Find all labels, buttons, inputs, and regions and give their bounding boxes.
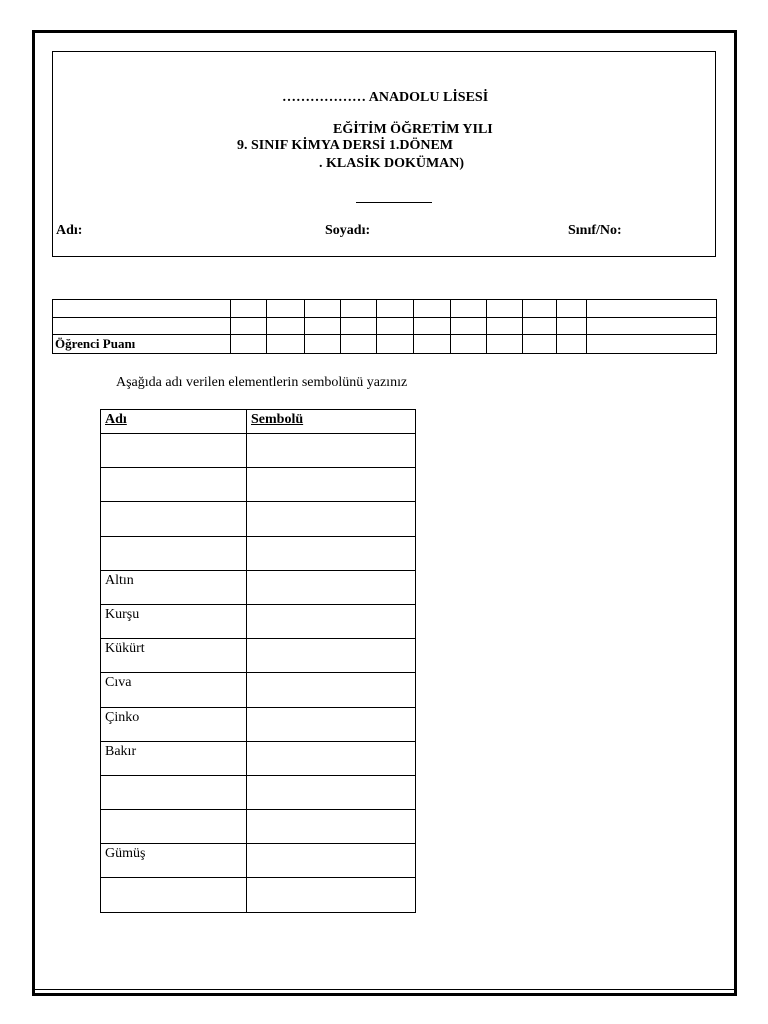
score-cell	[414, 335, 451, 354]
score-cell	[53, 300, 231, 318]
element-name-cell: Bakır	[101, 741, 247, 775]
student-score-label: Öğrenci Puanı	[53, 335, 231, 354]
frame-bottom-line	[34, 989, 735, 990]
element-symbol-cell[interactable]	[247, 570, 416, 604]
score-cell	[587, 318, 717, 335]
score-cell	[487, 335, 523, 354]
table-row	[101, 810, 416, 844]
element-symbol-table	[100, 409, 416, 913]
element-name-cell	[101, 502, 247, 536]
score-cell	[377, 318, 414, 335]
blank-rule	[356, 202, 432, 203]
score-cell	[231, 300, 267, 318]
surname-label: Soyadı:	[325, 223, 371, 238]
column-header-name: Adı	[101, 410, 247, 434]
score-cell	[523, 335, 557, 354]
name-label: Adı:	[56, 223, 83, 238]
table-row	[101, 707, 416, 741]
score-cell	[557, 300, 587, 318]
element-symbol-cell[interactable]	[247, 536, 416, 570]
score-cell	[53, 318, 231, 335]
score-cell	[305, 318, 341, 335]
score-cell	[267, 300, 305, 318]
score-cell	[377, 335, 414, 354]
score-cell	[414, 300, 451, 318]
table-row	[101, 604, 416, 638]
score-cell	[231, 335, 267, 354]
score-cell	[523, 300, 557, 318]
table-row	[101, 468, 416, 502]
score-cell	[305, 335, 341, 354]
score-cell	[487, 300, 523, 318]
table-row	[101, 844, 416, 878]
element-name-cell	[101, 468, 247, 502]
table-row	[101, 878, 416, 912]
element-symbol-cell[interactable]	[247, 775, 416, 809]
score-cell	[451, 300, 487, 318]
score-cell	[587, 335, 717, 354]
course-title: 9. SINIF KİMYA DERSİ 1.DÖNEM	[237, 138, 453, 153]
class-number-label: Sınıf/No:	[568, 223, 622, 238]
score-cell	[267, 335, 305, 354]
table-row	[101, 673, 416, 707]
score-cell	[341, 335, 377, 354]
table-row	[101, 639, 416, 673]
element-name-cell: Gümüş	[101, 844, 247, 878]
element-name-cell	[101, 810, 247, 844]
score-row-1	[53, 300, 717, 318]
table-row	[101, 775, 416, 809]
element-name-cell	[101, 878, 247, 912]
element-name-cell	[101, 536, 247, 570]
score-table	[52, 299, 717, 354]
table-row	[101, 570, 416, 604]
element-symbol-cell[interactable]	[247, 468, 416, 502]
score-cell	[451, 335, 487, 354]
element-symbol-cell[interactable]	[247, 673, 416, 707]
element-symbol-cell[interactable]	[247, 639, 416, 673]
score-cell	[341, 318, 377, 335]
score-cell	[377, 300, 414, 318]
table-row	[101, 502, 416, 536]
score-row-2	[53, 318, 717, 335]
document-type: . KLASİK DOKÜMAN)	[319, 156, 465, 171]
exam-header	[52, 51, 716, 257]
element-name-cell: Cıva	[101, 673, 247, 707]
score-cell	[587, 300, 717, 318]
column-header-symbol: Sembolü	[247, 410, 416, 434]
element-symbol-cell[interactable]	[247, 741, 416, 775]
element-symbol-cell[interactable]	[247, 604, 416, 638]
element-name-cell: Altın	[101, 570, 247, 604]
score-cell	[557, 318, 587, 335]
score-cell	[414, 318, 451, 335]
element-rows	[101, 434, 416, 913]
element-symbol-cell[interactable]	[247, 707, 416, 741]
score-cell	[305, 300, 341, 318]
table-row	[101, 434, 416, 468]
element-table-header	[101, 410, 416, 434]
instruction-text: Aşağıda adı verilen elementlerin sembolünü yazınız	[116, 375, 408, 390]
score-cell	[557, 335, 587, 354]
element-symbol-cell[interactable]	[247, 434, 416, 468]
score-row-student	[53, 335, 717, 354]
element-name-cell	[101, 434, 247, 468]
score-cell	[487, 318, 523, 335]
score-cell	[267, 318, 305, 335]
academic-year: EĞİTİM ÖĞRETİM YILI	[333, 122, 493, 137]
element-name-cell: Kurşu	[101, 604, 247, 638]
score-cell	[341, 300, 377, 318]
element-name-cell	[101, 775, 247, 809]
score-cell	[523, 318, 557, 335]
score-cell	[451, 318, 487, 335]
element-symbol-cell[interactable]	[247, 502, 416, 536]
element-name-cell: Çinko	[101, 707, 247, 741]
element-symbol-cell[interactable]	[247, 810, 416, 844]
element-name-cell: Kükürt	[101, 639, 247, 673]
element-symbol-cell[interactable]	[247, 844, 416, 878]
table-row	[101, 741, 416, 775]
score-cell	[231, 318, 267, 335]
element-symbol-cell[interactable]	[247, 878, 416, 912]
table-row	[101, 536, 416, 570]
school-name: ……………… ANADOLU LİSESİ	[282, 90, 489, 105]
